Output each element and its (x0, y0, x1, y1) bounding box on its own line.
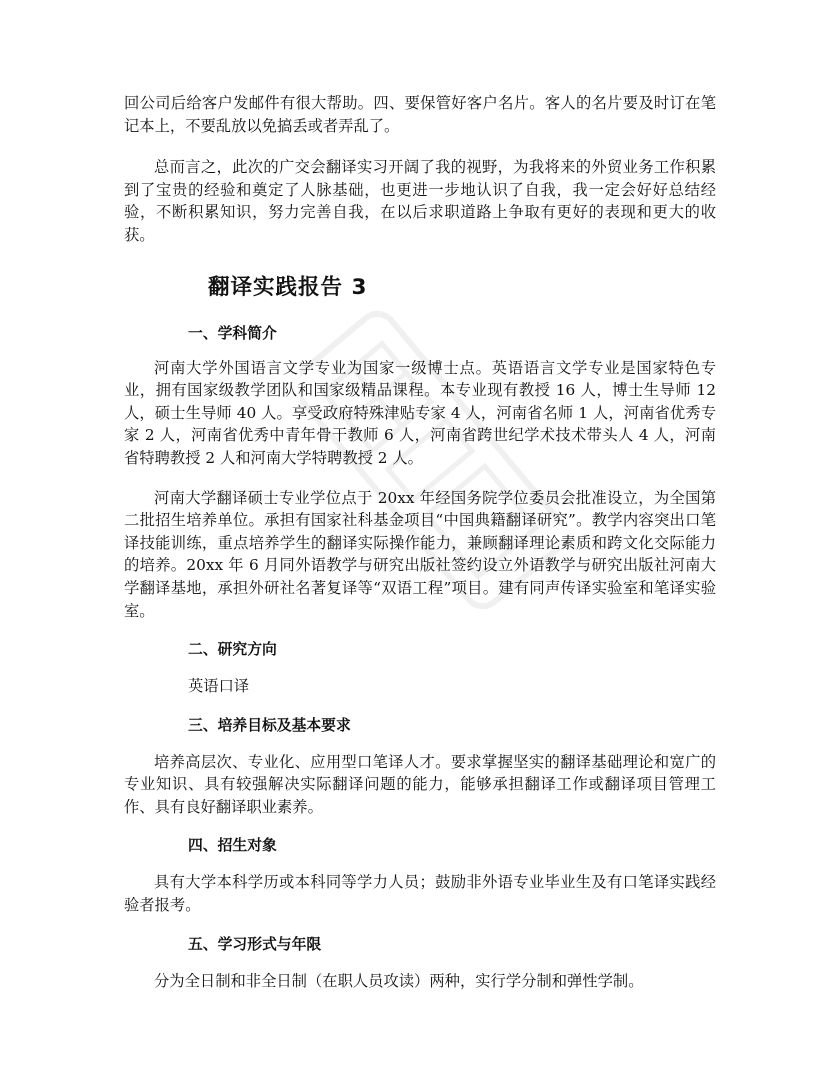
section-heading-admission-target: 四、招生对象 (188, 837, 277, 855)
section-paragraph: 英语口译 (188, 677, 250, 696)
section-heading-study-format: 五、学习形式与年限 (188, 935, 322, 953)
section-heading-training-goals: 三、培养目标及基本要求 (188, 716, 351, 734)
section-paragraph: 分为全日制和非全日制（在职人员攻读）两种，实行学分制和弹性学制。 (154, 971, 644, 990)
section-paragraph: 河南大学外国语言文学专业为国家一级博士点。英语语言文学专业是国家特色专业，拥有国家级教学团队和国家级精品课程。本专业现有教授 16 人，博士生导师 12 人，硕士生导师 40 人。享受政府特殊津贴专家 4 人，河南省名师 1 人，河南省优秀专家 2 人，河南省优秀中青年骨干教师 6 人，河南省跨世纪学术技术带头人 4 人，河南省特聘教授 2 人和河南大学特聘教授 2 人。 (124, 358, 716, 467)
section-paragraph: 具有大学本科学历或本科同等学力人员；鼓励非外语专业毕业生及有口笔译实践经验者报考。 (124, 873, 716, 915)
intro-paragraph: 回公司后给客户发邮件有很大帮助。四、要保管好客户名片。客人的名片要及时订在笔记本上，不要乱放以免搞丢或者弄乱了。 (124, 94, 716, 135)
document-body (124, 84, 716, 992)
section-heading-research-direction: 二、研究方向 (188, 641, 277, 659)
summary-paragraph: 总而言之，此次的广交会翻译实习开阔了我的视野，为我将来的外贸业务工作积累到了宝贵的经验和奠定了人脉基础，也更进一步地认识了自我，我一定会好好总结经验，不断积累知识，努力完善自我，在以后求职道路上争取有更好的表现和更大的收获。 (124, 158, 716, 244)
section-paragraph: 培养高层次、专业化、应用型口笔译人才。要求掌握坚实的翻译基础理论和宽广的专业知识、具有较强解决实际翻译问题的能力，能够承担翻译工作或翻译项目管理工作、具有良好翻译职业素养。 (124, 752, 716, 816)
section-heading-subject-intro: 一、学科简介 (188, 324, 277, 342)
report-title: 翻译实践报告 3 (208, 274, 368, 300)
section-paragraph: 河南大学翻译硕士专业学位点于 20xx 年经国务院学位委员会批准设立，为全国第二批招生培养单位。承担有国家社科基金项目“中国典籍翻译研究”。教学内容突出口笔译技能训练，重点培养学生的翻译实际操作能力，兼顾翻译理论素质和跨文化交际能力的培养。20xx 年 6 月同外语教学与研究出版社签约设立外语教学与研究出版社河南大学翻译基地，承担外研社名著复译等“双语工程”项目。建有同声传译实验室和笔译实验室。 (124, 488, 716, 620)
